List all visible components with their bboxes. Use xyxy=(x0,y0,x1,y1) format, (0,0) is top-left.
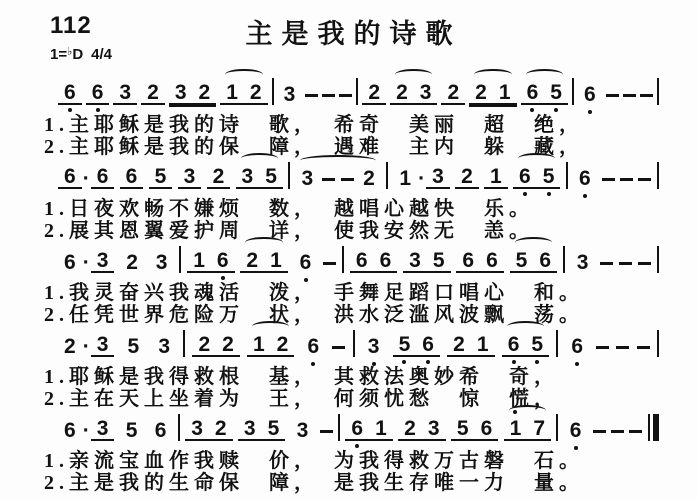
dash-glyph xyxy=(638,262,651,265)
note-digit: 6 xyxy=(456,250,480,273)
note-group xyxy=(58,334,114,357)
dash-glyph xyxy=(616,346,629,349)
note-digit: 2 xyxy=(363,167,375,190)
note-digit: 6 xyxy=(533,250,557,273)
music-system xyxy=(44,326,663,410)
dash-glyph xyxy=(638,178,651,181)
note-digit: 7 xyxy=(527,418,551,441)
note-digit: 6 xyxy=(64,251,76,274)
note-digit: 3 xyxy=(185,418,209,441)
note-group xyxy=(58,250,114,273)
dash-glyph xyxy=(611,430,624,433)
dash-glyph xyxy=(640,94,653,97)
dash-glyph xyxy=(637,346,650,349)
note-group xyxy=(150,252,174,273)
note-digit: 3 xyxy=(155,251,168,274)
note-digit: 1 xyxy=(484,166,508,189)
note-digit: 5 xyxy=(427,250,451,273)
note-digit: 5 xyxy=(451,418,475,441)
note-digit: 5 xyxy=(510,250,534,273)
note-digit: 6 xyxy=(58,82,82,105)
note-group-slur xyxy=(504,418,551,441)
low-octave-dot xyxy=(547,192,551,196)
note-group xyxy=(398,418,445,441)
dash-glyph xyxy=(339,94,352,97)
note-digit: 2 xyxy=(64,335,76,358)
note-group xyxy=(578,84,602,105)
note-digit: 3 xyxy=(301,167,314,190)
note-group xyxy=(291,420,315,441)
note-digit: 6 xyxy=(86,82,110,105)
note-digit: 1 xyxy=(247,334,271,357)
dash-glyph xyxy=(323,262,336,265)
note-group xyxy=(113,82,137,105)
note-group xyxy=(185,418,232,441)
note-digit: 2 xyxy=(244,82,268,105)
note-digit: 3 xyxy=(236,166,260,189)
note-digit: 2 xyxy=(398,418,422,441)
note-digit: 2 xyxy=(390,82,414,105)
note-digit: 5 xyxy=(259,166,283,189)
dash-glyph xyxy=(600,262,613,265)
barline xyxy=(338,414,340,441)
barline xyxy=(556,330,558,357)
note-digit: 2 xyxy=(126,251,138,274)
music-system xyxy=(44,74,663,158)
note-group-slur xyxy=(295,168,380,189)
note-digit: 3 xyxy=(169,82,193,105)
note-digit: 3 xyxy=(296,419,309,442)
dash-glyph xyxy=(322,178,335,181)
note-digit: 3 xyxy=(113,82,137,105)
note-group-slur xyxy=(236,166,283,189)
note-group xyxy=(393,166,449,189)
note-group-slur xyxy=(521,82,568,105)
note-digit: 2 xyxy=(362,82,386,105)
note-digit: 2 xyxy=(216,334,240,357)
systems xyxy=(44,74,663,494)
note-digit: 5 xyxy=(537,166,561,189)
note-group xyxy=(484,166,508,189)
note-digit: 5 xyxy=(262,418,286,441)
note-digit: 6 xyxy=(211,250,235,273)
low-octave-dot xyxy=(512,360,516,364)
note-group xyxy=(86,82,110,105)
final-barline xyxy=(648,414,659,441)
key-note: D xyxy=(72,46,84,63)
low-octave-dot xyxy=(535,360,539,364)
note-digit: 3 xyxy=(238,418,262,441)
note-digit: 1 xyxy=(187,250,211,273)
music-system xyxy=(44,410,663,494)
dash-glyph xyxy=(341,178,354,181)
note-group xyxy=(278,84,302,105)
note-digit: 5 xyxy=(544,82,568,105)
note-digit: 3 xyxy=(426,166,450,189)
low-octave-dot xyxy=(68,108,72,112)
lyrics-verse-1: 1.日夜欢畅不嫌烦 数， 越唱心越快 乐。 xyxy=(44,198,534,220)
note-group xyxy=(456,250,503,273)
note-group xyxy=(149,166,173,189)
lyrics-verse-1: 1.我灵奋兴我魂活 泼， 手舞足蹈口唱心 和。 xyxy=(44,282,584,304)
page-title: 主是我的诗歌 xyxy=(245,19,462,49)
note-digit: 3 xyxy=(158,335,171,358)
note-digit: 6 xyxy=(374,250,398,273)
barline xyxy=(386,162,388,189)
low-octave-dot xyxy=(554,108,558,112)
note-group-slur xyxy=(513,166,560,189)
note-group xyxy=(302,336,326,357)
dash-glyph xyxy=(602,178,615,181)
note-digit: 6 xyxy=(502,334,526,357)
notation-line xyxy=(58,326,659,366)
dotted-note-dot: · xyxy=(82,251,90,274)
note-digit: 2 xyxy=(240,250,264,273)
dotted-note-dot: · xyxy=(82,335,90,358)
barline xyxy=(572,78,574,105)
low-octave-dot xyxy=(523,192,527,196)
note-group xyxy=(362,336,386,357)
note-digit: 6 xyxy=(565,336,589,357)
music-system xyxy=(44,242,663,326)
note-digit: 6 xyxy=(302,336,326,357)
high-octave-dot xyxy=(513,410,517,414)
lyrics-verse-2: 2.任凭世界危险万 状， 洪水泛滥风波飘 荡。 xyxy=(44,304,584,326)
barline xyxy=(563,246,565,273)
header xyxy=(44,8,663,74)
note-group xyxy=(362,82,386,105)
dash-glyph xyxy=(305,94,318,97)
note-digit: 3 xyxy=(362,336,386,357)
low-octave-dot xyxy=(304,278,308,282)
note-digit: 3 xyxy=(91,250,115,273)
barline xyxy=(178,414,180,441)
low-octave-dot xyxy=(530,108,534,112)
note-group-slur xyxy=(247,334,294,357)
note-digit: 6 xyxy=(578,84,602,105)
note-group xyxy=(187,250,234,273)
note-digit: 6 xyxy=(416,334,440,357)
note-group xyxy=(169,82,216,105)
low-octave-dot xyxy=(402,360,406,364)
note-digit: 2 xyxy=(141,82,165,105)
note-group xyxy=(393,334,440,357)
note-group xyxy=(120,252,144,273)
note-group xyxy=(192,334,239,357)
barline xyxy=(353,330,355,357)
note-digit: 1 xyxy=(493,82,517,105)
note-digit: 2 xyxy=(441,82,465,105)
note-digit: 6 xyxy=(64,419,76,442)
low-octave-dot xyxy=(355,444,359,448)
note-group xyxy=(58,418,114,441)
key-signature xyxy=(50,45,112,63)
note-group xyxy=(58,82,82,105)
note-digit: 6 xyxy=(521,82,545,105)
note-digit: 6 xyxy=(475,418,499,441)
notation-line xyxy=(58,74,659,114)
barline xyxy=(657,246,659,273)
dash-glyph xyxy=(596,346,609,349)
note-digit: 2 xyxy=(192,334,216,357)
lyrics-verse-2: 2.展其恩翼爱护周 详， 使我安然无 恙。 xyxy=(44,220,534,242)
note-group xyxy=(120,166,144,189)
note-digit: 2 xyxy=(447,334,471,357)
music-system xyxy=(44,158,663,242)
dotted-note-dot: · xyxy=(82,419,90,442)
dotted-note-dot: · xyxy=(82,167,90,190)
note-digit: 2 xyxy=(455,166,479,189)
key-prefix: 1= xyxy=(50,46,68,63)
low-octave-dot xyxy=(583,194,587,198)
note-digit: 2 xyxy=(469,82,493,105)
note-group xyxy=(294,252,318,273)
barline xyxy=(272,78,274,105)
note-group xyxy=(573,168,597,189)
notation-line xyxy=(58,158,659,198)
barline xyxy=(657,330,659,357)
note-group xyxy=(455,166,479,189)
note-digit: 1 xyxy=(369,418,393,441)
note-group xyxy=(178,166,202,189)
note-group xyxy=(565,336,589,357)
barline xyxy=(556,414,558,441)
low-octave-dot xyxy=(221,276,225,280)
note-digit: 6 xyxy=(154,419,167,442)
note-group xyxy=(564,420,588,441)
low-octave-dot xyxy=(588,110,592,114)
barline xyxy=(356,78,358,105)
barline xyxy=(657,162,659,189)
note-digit: 6 xyxy=(573,168,597,189)
notation-line xyxy=(58,410,659,450)
dash-glyph xyxy=(620,178,633,181)
note-digit: 6 xyxy=(345,418,369,441)
note-group xyxy=(149,420,173,441)
note-digit: 3 xyxy=(403,250,427,273)
lyrics-verse-2: 2.主是我的生命保 障， 是我生存唯一力 量。 xyxy=(44,472,584,494)
note-group xyxy=(447,334,494,357)
note-group xyxy=(571,252,595,273)
note-group-slur xyxy=(510,250,557,273)
note-digit: 1 xyxy=(504,418,528,441)
note-digit: 3 xyxy=(422,418,446,441)
dash-glyph xyxy=(619,262,632,265)
note-digit: 6 xyxy=(513,166,537,189)
low-octave-dot xyxy=(96,108,100,112)
note-digit: 5 xyxy=(125,419,138,442)
note-group xyxy=(403,250,450,273)
barline xyxy=(288,162,290,189)
note-group xyxy=(345,418,392,441)
note-group xyxy=(207,166,231,189)
note-digit: 6 xyxy=(294,252,318,273)
hymn-number: 112 xyxy=(50,12,92,39)
barline xyxy=(179,246,181,273)
note-digit: 6 xyxy=(120,166,144,189)
note-digit: 2 xyxy=(207,166,231,189)
flat-icon: ♭ xyxy=(67,46,73,58)
note-group xyxy=(122,336,146,357)
note-group xyxy=(350,250,397,273)
note-digit: 6 xyxy=(564,420,588,441)
dash-glyph xyxy=(623,94,636,97)
note-digit: 3 xyxy=(91,334,115,357)
time-signature: 4/4 xyxy=(91,46,113,63)
note-group-slur xyxy=(390,82,437,105)
note-digit: 1 xyxy=(471,334,495,357)
dash-glyph xyxy=(629,430,642,433)
note-group xyxy=(451,418,498,441)
note-digit: 6 xyxy=(58,166,82,189)
note-digit: 3 xyxy=(178,166,202,189)
note-group xyxy=(141,82,165,105)
note-group-slur xyxy=(502,334,549,357)
note-digit: 2 xyxy=(271,334,295,357)
note-group xyxy=(238,418,285,441)
note-group-slur xyxy=(240,250,287,273)
lyrics-verse-1: 1.亲流宝血作我赎 价， 为我得救万古磐 石。 xyxy=(44,450,584,472)
note-digit: 2 xyxy=(193,82,217,105)
lyrics-verse-2: 2.主耶稣是我的保 障， 遇难 主内 躲 藏， xyxy=(44,136,584,158)
note-digit: 2 xyxy=(209,418,233,441)
low-octave-dot xyxy=(575,362,579,366)
note-group xyxy=(152,336,176,357)
low-octave-dot xyxy=(574,446,578,450)
lyrics-verse-1: 1.耶稣是我得救根 基， 其救法奥妙希 奇， xyxy=(44,366,559,388)
note-digit: 6 xyxy=(91,166,115,189)
note-group xyxy=(58,166,114,189)
note-digit: 5 xyxy=(149,166,173,189)
note-group xyxy=(441,82,465,105)
note-digit: 1 xyxy=(264,250,288,273)
dash-glyph xyxy=(332,346,345,349)
dash-glyph xyxy=(606,94,619,97)
barline xyxy=(657,78,659,105)
low-octave-dot xyxy=(311,362,315,366)
dash-glyph xyxy=(593,430,606,433)
dash-glyph xyxy=(320,430,333,433)
note-digit: 6 xyxy=(480,250,504,273)
note-digit: 1 xyxy=(399,167,412,190)
note-digit: 3 xyxy=(91,418,115,441)
barline xyxy=(566,162,568,189)
dotted-note-dot: · xyxy=(418,167,426,190)
note-group xyxy=(120,420,144,441)
low-octave-dot xyxy=(372,362,376,366)
note-digit: 6 xyxy=(350,250,374,273)
note-digit: 1 xyxy=(220,82,244,105)
low-octave-dot xyxy=(426,360,430,364)
note-group-slur xyxy=(220,82,267,105)
note-digit: 5 xyxy=(127,335,140,358)
barline xyxy=(342,246,344,273)
lyrics-verse-1: 1.主耶稣是我的诗 歌， 希奇 美丽 超 绝， xyxy=(44,114,584,136)
note-digit: 3 xyxy=(414,82,438,105)
note-group-slur xyxy=(469,82,516,105)
notation-line xyxy=(58,242,659,282)
note-digit: 5 xyxy=(393,334,417,357)
dash-glyph xyxy=(322,94,335,97)
note-digit: 5 xyxy=(525,334,549,357)
lyrics-verse-2: 2.主在天上坐着为 王， 何须忧愁 惊 慌， xyxy=(44,388,559,410)
barline xyxy=(183,330,185,357)
note-digit: 3 xyxy=(576,251,589,274)
note-digit: 3 xyxy=(283,83,296,106)
